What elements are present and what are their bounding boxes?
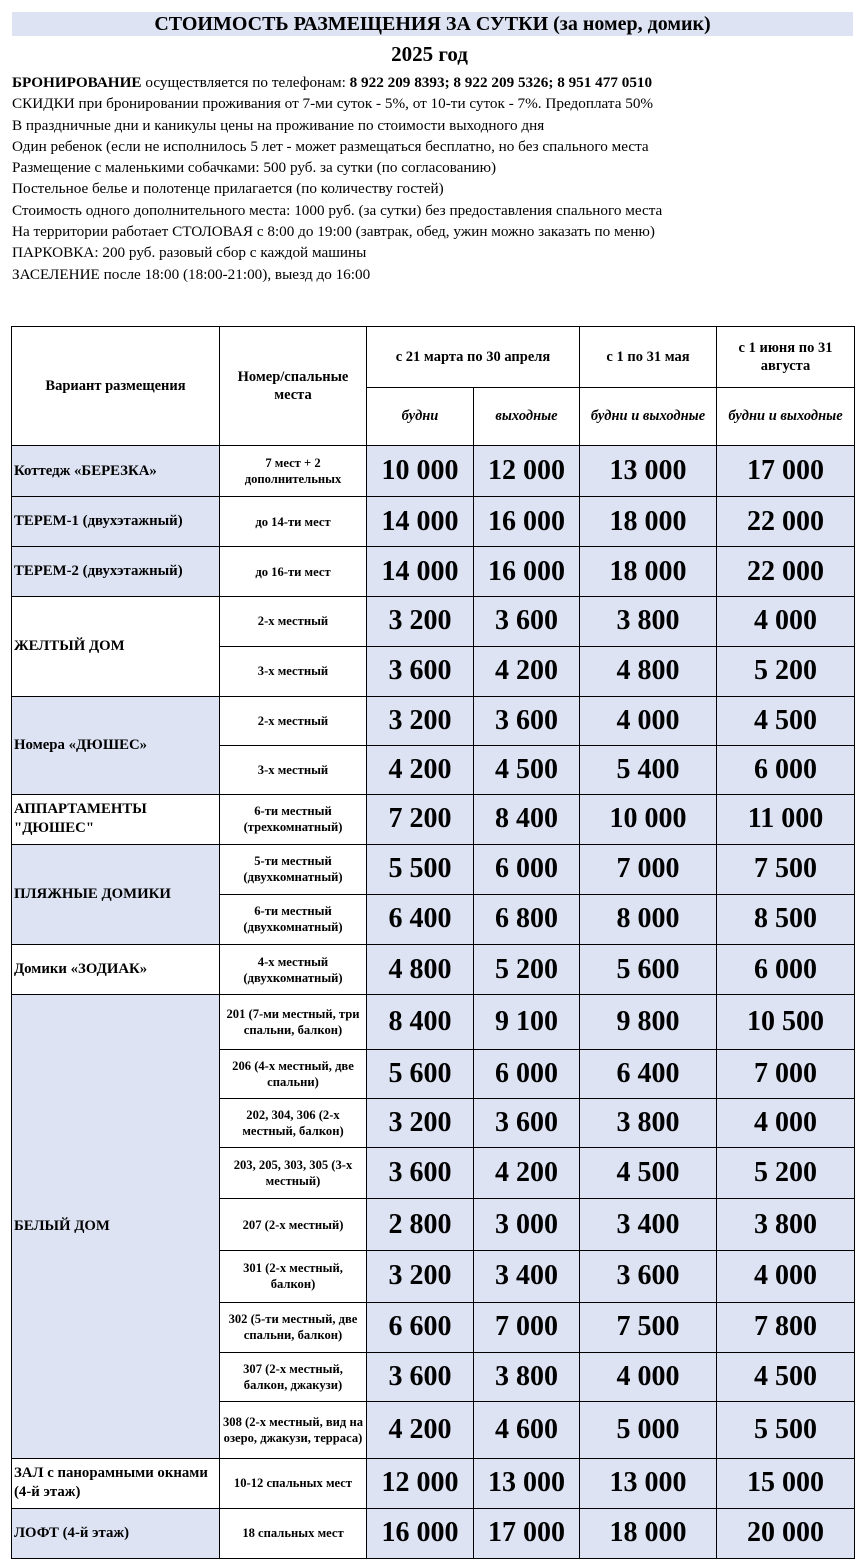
price-cell: 5 500 xyxy=(367,844,474,894)
price-cell: 5 200 xyxy=(717,1148,855,1199)
price-cell: 7 000 xyxy=(717,1050,855,1099)
price-cell: 3 800 xyxy=(580,1099,717,1148)
price-cell: 4 000 xyxy=(580,1352,717,1401)
room-description: 207 (2-х местный) xyxy=(220,1199,367,1251)
table-row xyxy=(12,497,855,547)
price-cell: 3 200 xyxy=(367,1251,474,1302)
info-line: СКИДКИ при бронировании проживания от 7-ми суток - 5%, от 10-ти суток - 7%. Предоплата 50% xyxy=(12,95,654,113)
room-description: 202, 304, 306 (2-х местный, балкон) xyxy=(220,1099,367,1148)
price-cell: 16 000 xyxy=(367,1508,474,1558)
price-cell: 6 400 xyxy=(367,894,474,944)
room-description: 6-ти местный (трехкомнатный) xyxy=(220,794,367,844)
price-cell: 7 500 xyxy=(717,844,855,894)
accommodation-name: ЛОФТ (4-й этаж) xyxy=(12,1508,220,1558)
booking-text: осуществляется по телефонам: xyxy=(141,74,350,91)
price-cell: 17 000 xyxy=(474,1508,580,1558)
price-cell: 4 200 xyxy=(367,1401,474,1458)
price-table xyxy=(11,326,855,1559)
room-description: 3-х местный xyxy=(220,646,367,696)
price-cell: 4 800 xyxy=(367,944,474,994)
price-cell: 3 600 xyxy=(580,1251,717,1302)
price-cell: 3 800 xyxy=(717,1199,855,1251)
room-description: 302 (5-ти местный, две спальни, балкон) xyxy=(220,1302,367,1352)
price-cell: 3 600 xyxy=(367,1352,474,1401)
header-period-3: с 1 июня по 31 августа xyxy=(717,327,855,388)
accommodation-name: Номера «ДЮШЕС» xyxy=(12,696,220,794)
booking-label: БРОНИРОВАНИЕ xyxy=(12,74,142,91)
accommodation-name: БЕЛЫЙ ДОМ xyxy=(12,995,220,1459)
accommodation-name: Домики «ЗОДИАК» xyxy=(12,944,220,994)
accommodation-name: ТЕРЕМ-1 (двухэтажный) xyxy=(12,497,220,547)
price-cell: 5 500 xyxy=(717,1401,855,1458)
table-row xyxy=(12,995,855,1050)
table-row xyxy=(12,944,855,994)
room-description: 5-ти местный (двухкомнатный) xyxy=(220,844,367,894)
table-row xyxy=(12,446,855,497)
room-description: 2-х местный xyxy=(220,597,367,646)
room-description: 7 мест + 2 дополнительных xyxy=(220,446,367,497)
price-cell: 7 800 xyxy=(717,1302,855,1352)
table-row xyxy=(12,547,855,597)
price-cell: 6 800 xyxy=(474,894,580,944)
price-cell: 12 000 xyxy=(367,1458,474,1508)
price-cell: 13 000 xyxy=(474,1458,580,1508)
price-cell: 8 500 xyxy=(717,894,855,944)
price-cell: 18 000 xyxy=(580,547,717,597)
price-cell: 17 000 xyxy=(717,446,855,497)
table-row xyxy=(12,696,855,745)
info-line: Один ребенок (если не исполнилось 5 лет - может размещаться бесплатно, но без спального места xyxy=(12,137,649,155)
price-cell: 3 600 xyxy=(367,646,474,696)
price-cell: 3 600 xyxy=(367,1148,474,1199)
price-cell: 14 000 xyxy=(367,497,474,547)
price-cell: 7 500 xyxy=(580,1302,717,1352)
price-cell: 16 000 xyxy=(474,547,580,597)
price-cell: 6 000 xyxy=(717,944,855,994)
price-cell: 15 000 xyxy=(717,1458,855,1508)
price-cell: 4 500 xyxy=(474,745,580,794)
price-cell: 3 200 xyxy=(367,597,474,646)
room-description: до 14-ти мест xyxy=(220,497,367,547)
price-cell: 16 000 xyxy=(474,497,580,547)
header-both-3: будни и выходные xyxy=(717,388,855,446)
header-period-2: с 1 по 31 мая xyxy=(580,327,717,388)
price-cell: 6 600 xyxy=(367,1302,474,1352)
header-both-2: будни и выходные xyxy=(580,388,717,446)
price-cell: 22 000 xyxy=(717,547,855,597)
price-cell: 14 000 xyxy=(367,547,474,597)
room-description: 10-12 спальных мест xyxy=(220,1458,367,1508)
price-cell: 8 400 xyxy=(367,995,474,1050)
price-cell: 6 000 xyxy=(474,1050,580,1099)
booking-line xyxy=(12,72,857,93)
price-cell: 8 000 xyxy=(580,894,717,944)
price-cell: 13 000 xyxy=(580,446,717,497)
room-description: 301 (2-х местный, балкон) xyxy=(220,1251,367,1302)
table-row xyxy=(12,794,855,844)
info-line: ЗАСЕЛЕНИЕ после 18:00 (18:00-21:00), выезд до 16:00 xyxy=(12,265,371,283)
accommodation-name: ЖЕЛТЫЙ ДОМ xyxy=(12,597,220,696)
price-cell: 3 600 xyxy=(474,597,580,646)
price-cell: 5 400 xyxy=(580,745,717,794)
price-cell: 20 000 xyxy=(717,1508,855,1558)
info-line: Стоимость одного дополнительного места: 1000 руб. (за сутки) без предоставления спального места xyxy=(12,201,663,219)
table-row xyxy=(12,597,855,646)
room-description: 201 (7-ми местный, три спальни, балкон) xyxy=(220,995,367,1050)
price-cell: 5 200 xyxy=(717,646,855,696)
price-cell: 3 400 xyxy=(474,1251,580,1302)
price-cell: 8 400 xyxy=(474,794,580,844)
header-room: Номер/спальные места xyxy=(220,327,367,446)
price-cell: 5 200 xyxy=(474,944,580,994)
price-cell: 3 200 xyxy=(367,696,474,745)
price-cell: 4 200 xyxy=(367,745,474,794)
price-cell: 7 200 xyxy=(367,794,474,844)
year-heading: 2025 год xyxy=(391,42,468,66)
header-period-1: с 21 марта по 30 апреля xyxy=(367,327,580,388)
room-description: 2-х местный xyxy=(220,696,367,745)
price-cell: 6 000 xyxy=(474,844,580,894)
price-cell: 9 800 xyxy=(580,995,717,1050)
price-cell: 5 600 xyxy=(580,944,717,994)
room-description: 4-х местный (двухкомнатный) xyxy=(220,944,367,994)
room-description: 203, 205, 303, 305 (3-х местный) xyxy=(220,1148,367,1199)
info-block xyxy=(12,72,857,285)
price-cell: 4 000 xyxy=(580,696,717,745)
price-cell: 13 000 xyxy=(580,1458,717,1508)
price-cell: 4 200 xyxy=(474,646,580,696)
price-cell: 2 800 xyxy=(367,1199,474,1251)
table-row xyxy=(12,1458,855,1508)
price-cell: 11 000 xyxy=(717,794,855,844)
table-row xyxy=(12,844,855,894)
page-title: СТОИМОСТЬ РАЗМЕЩЕНИЯ ЗА СУТКИ (за номер, домик) xyxy=(12,12,853,36)
price-cell: 6 400 xyxy=(580,1050,717,1099)
room-description: 308 (2-х местный, вид на озеро, джакузи, терраса) xyxy=(220,1401,367,1458)
header-variant: Вариант размещения xyxy=(12,327,220,446)
price-cell: 3 200 xyxy=(367,1099,474,1148)
price-cell: 4 200 xyxy=(474,1148,580,1199)
price-cell: 10 000 xyxy=(367,446,474,497)
price-cell: 3 600 xyxy=(474,1099,580,1148)
price-cell: 18 000 xyxy=(580,497,717,547)
price-cell: 22 000 xyxy=(717,497,855,547)
price-cell: 4 000 xyxy=(717,1251,855,1302)
price-cell: 4 500 xyxy=(717,1352,855,1401)
accommodation-name: ТЕРЕМ-2 (двухэтажный) xyxy=(12,547,220,597)
room-description: 206 (4-х местный, две спальни) xyxy=(220,1050,367,1099)
price-cell: 9 100 xyxy=(474,995,580,1050)
price-cell: 4 600 xyxy=(474,1401,580,1458)
table-row xyxy=(12,1508,855,1558)
price-cell: 4 500 xyxy=(717,696,855,745)
price-cell: 18 000 xyxy=(580,1508,717,1558)
price-cell: 3 000 xyxy=(474,1199,580,1251)
room-description: 18 спальных мест xyxy=(220,1508,367,1558)
price-cell: 3 800 xyxy=(580,597,717,646)
accommodation-name: Коттедж «БЕРЕЗКА» xyxy=(12,446,220,497)
price-cell: 4 500 xyxy=(580,1148,717,1199)
info-line: В праздничные дни и каникулы цены на проживание по стоимости выходного дня xyxy=(12,116,545,134)
price-cell: 4 000 xyxy=(717,1099,855,1148)
room-description: до 16-ти мест xyxy=(220,547,367,597)
accommodation-name: ЗАЛ с панорамными окнами (4-й этаж) xyxy=(12,1458,220,1508)
price-cell: 7 000 xyxy=(580,844,717,894)
price-cell: 3 600 xyxy=(474,696,580,745)
price-cell: 3 400 xyxy=(580,1199,717,1251)
price-cell: 5 000 xyxy=(580,1401,717,1458)
info-line: На территории работает СТОЛОВАЯ с 8:00 до 19:00 (завтрак, обед, ужин можно заказать по меню) xyxy=(12,223,655,241)
price-cell: 3 800 xyxy=(474,1352,580,1401)
header-weekdays: будни xyxy=(367,388,474,446)
price-cell: 4 000 xyxy=(717,597,855,646)
price-cell: 10 000 xyxy=(580,794,717,844)
info-line: Постельное белье и полотенце прилагается (по количеству гостей) xyxy=(12,180,444,198)
info-line: Размещение с маленькими собачками: 500 руб. за сутки (по согласованию) xyxy=(12,159,497,177)
price-cell: 10 500 xyxy=(717,995,855,1050)
info-line: ПАРКОВКА: 200 руб. разовый сбор с каждой машины xyxy=(12,244,367,262)
room-description: 3-х местный xyxy=(220,745,367,794)
header-weekends: выходные xyxy=(474,388,580,446)
booking-phones: 8 922 209 8393; 8 922 209 5326; 8 951 477 0510 xyxy=(349,74,653,91)
room-description: 6-ти местный (двухкомнатный) xyxy=(220,894,367,944)
price-cell: 5 600 xyxy=(367,1050,474,1099)
price-cell: 4 800 xyxy=(580,646,717,696)
room-description: 307 (2-х местный, балкон, джакузи) xyxy=(220,1352,367,1401)
price-cell: 6 000 xyxy=(717,745,855,794)
price-cell: 12 000 xyxy=(474,446,580,497)
price-cell: 7 000 xyxy=(474,1302,580,1352)
accommodation-name: АППАРТАМЕНТЫ "ДЮШЕС" xyxy=(12,794,220,844)
accommodation-name: ПЛЯЖНЫЕ ДОМИКИ xyxy=(12,844,220,944)
